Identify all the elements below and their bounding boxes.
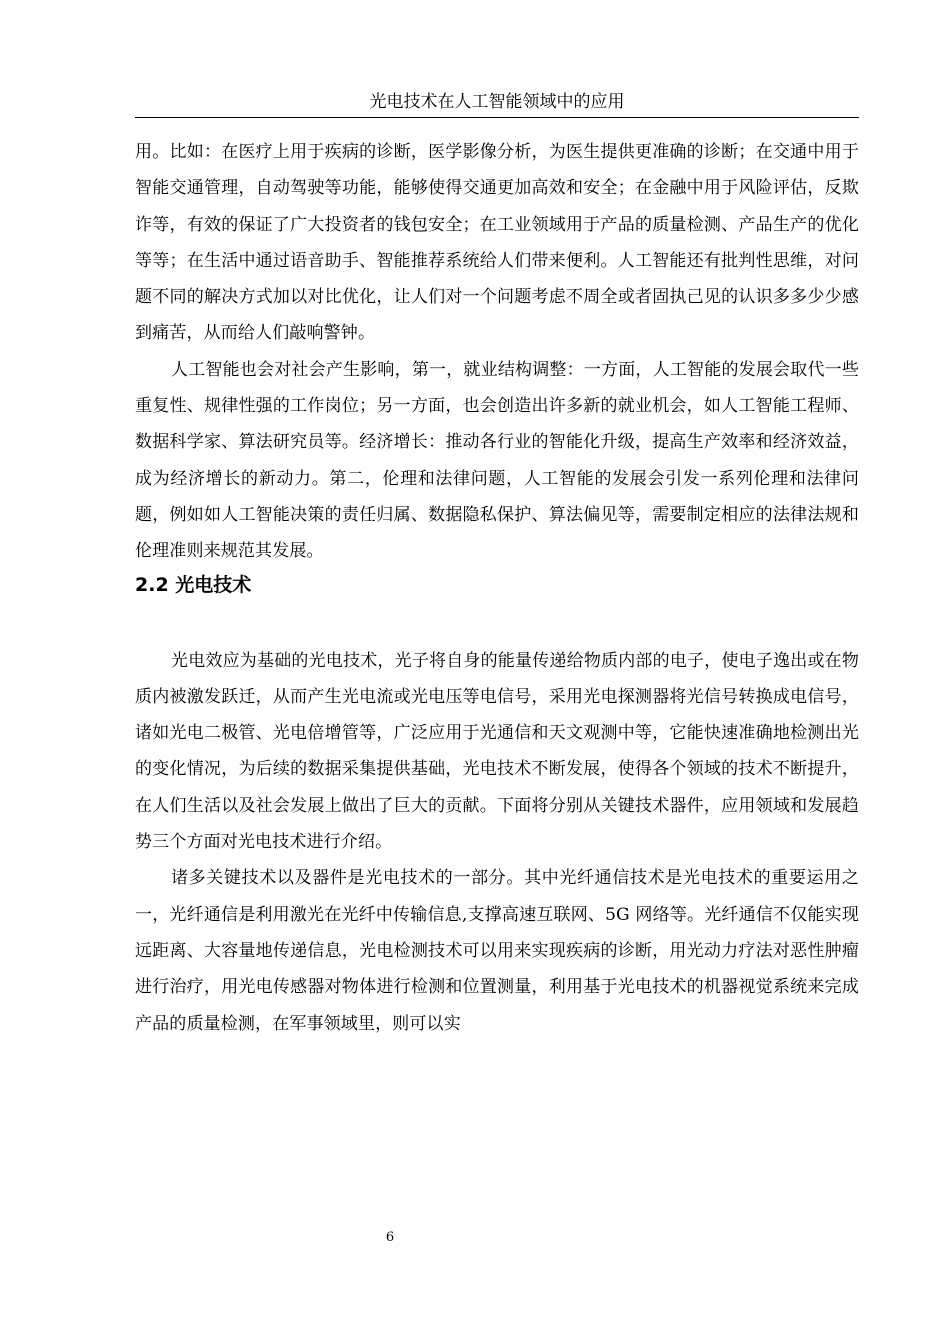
body-text [135,134,859,1042]
paragraph-ai-applications: 用。比如：在医疗上用于疾病的诊断，医学影像分析，为医生提供更准确的诊断；在交通中用于智能交通管理，自动驾驶等功能，能够使得交通更加高效和安全；在金融中用于风险评估，反欺诈等，有效的保证了广大投资者的钱包安全；在工业领域用于产品的质量检测、产品生产的优化等等；在生活中通过语音助手、智能推荐系统给人们带来便利。人工智能还有批判性思维，对问题不同的解决方式加以对比优化，让人们对一个问题考虑不周全或者固执己见的认识多多少少感到痛苦，从而给人们敲响警钟。 [135,142,859,344]
paragraph-ai-social-impact: 人工智能也会对社会产生影响，第一，就业结构调整：一方面，人工智能的发展会取代一些重复性、规律性强的工作岗位；另一方面，也会创造出许多新的就业机会，如人工智能工程师、数据科学家、算法研究员等。经济增长：推动各行业的智能化升级，提高生产效率和经济效益，成为经济增长的新动力。第二，伦理和法律问题，人工智能的发展会引发一系列伦理和法律问题，例如如人工智能决策的责任归属、数据隐私保护、算法偏见等，需要制定相应的法律法规和伦理准则来规范其发展。 [135,359,859,562]
heading-spacer [135,617,859,643]
page-number: 6 [385,1230,395,1245]
running-header: 光电技术在人工智能领域中的应用 [369,92,625,112]
paragraph-key-technologies: 诸多关键技术以及器件是光电技术的一部分。其中光纤通信技术是光电技术的重要运用之一，光纤通信是利用激光在光纤中传输信息,支撑高速互联网、5G 网络等。光纤通信不仅能实现远距离、大容量地传递信息，光电检测技术可以用来实现疾病的诊断，用光动力疗法对恶性肿瘤进行治疗，用光电传感器对物体进行检测和位置测量，利用基于光电技术的机器视觉系统来完成产品的质量检测，在军事领域里，则可以实 [135,868,859,1034]
paragraph-photoelectric-intro: 光电效应为基础的光电技术，光子将自身的能量传递给物质内部的电子，使电子逸出或在物质内被激发跃迁，从而产生光电流或光电压等电信号，采用光电探测器将光信号转换成电信号，诸如光电二极管、光电倍增管等，广泛应用于光通信和天文观测中等，它能快速准确地检测出光的变化情况，为后续的数据采集提供基础，光电技术不断发展，使得各个领域的技术不断提升，在人们生活以及社会发展上做出了巨大的贡献。下面将分别从关键技术器件，应用领域和发展趋势三个方面对光电技术进行介绍。 [135,650,859,853]
header-rule [135,117,859,118]
section-heading: 2.2 光电技术 [135,573,252,596]
